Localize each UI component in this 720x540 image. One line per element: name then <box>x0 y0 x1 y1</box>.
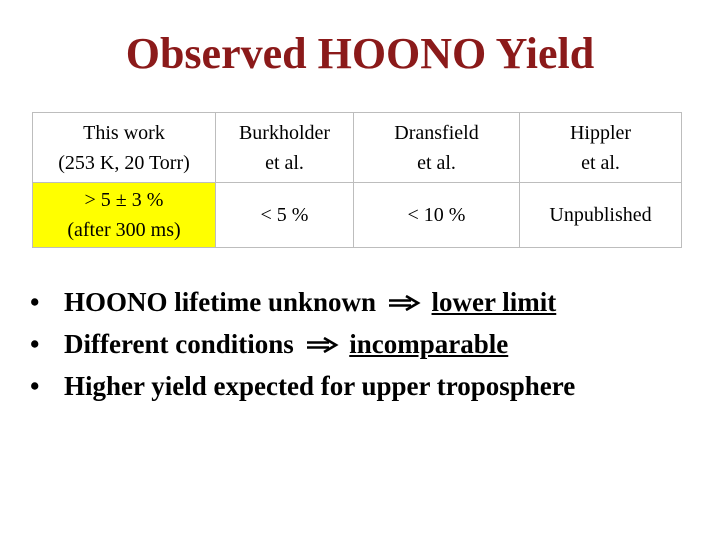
bullet-item <box>30 323 710 365</box>
bullet-result: lower limit <box>431 287 557 317</box>
bullet-text: Different conditions <box>64 329 294 359</box>
header-line: This work <box>83 121 165 144</box>
bullet-text: Higher yield expected for upper troposphere <box>64 371 576 401</box>
value-cell-this-work <box>33 183 216 248</box>
header-line: et al. <box>265 151 304 174</box>
header-line: et al. <box>417 151 456 174</box>
table-header-row <box>33 113 682 183</box>
bullet-item <box>30 365 710 407</box>
value-line: (after 300 ms) <box>67 219 181 241</box>
bullet-result: incomparable <box>349 329 509 359</box>
results-table <box>32 112 682 248</box>
header-line: Dransfield <box>394 121 479 144</box>
bullet-text: HOONO lifetime unknown <box>64 287 377 317</box>
implies-arrow-icon <box>305 323 339 365</box>
table-value-row <box>33 183 682 248</box>
bullet-dot: • <box>30 329 40 359</box>
bullet-list <box>30 281 710 407</box>
value-line: < 10 % <box>407 204 466 226</box>
value-line: > 5 ± 3 % <box>84 189 164 211</box>
header-cell-dransfield <box>354 113 520 183</box>
header-line: Hippler <box>569 121 632 144</box>
header-cell-hippler <box>520 113 682 183</box>
bullet-dot: • <box>30 287 40 317</box>
bullet-dot: • <box>30 371 40 401</box>
implies-arrow-icon <box>387 281 421 323</box>
value-cell-burkholder <box>216 183 354 248</box>
value-cell-hippler <box>520 183 682 248</box>
value-line: Unpublished <box>549 204 652 226</box>
header-line: (253 K, 20 Torr) <box>58 151 190 174</box>
bullet-item <box>30 281 710 323</box>
header-line: et al. <box>581 151 620 174</box>
value-line: < 5 % <box>260 204 309 226</box>
header-line: Burkholder <box>238 121 331 144</box>
value-cell-dransfield <box>354 183 520 248</box>
slide-title: Observed HOONO Yield <box>125 29 595 78</box>
header-cell-this-work <box>33 113 216 183</box>
header-cell-burkholder <box>216 113 354 183</box>
